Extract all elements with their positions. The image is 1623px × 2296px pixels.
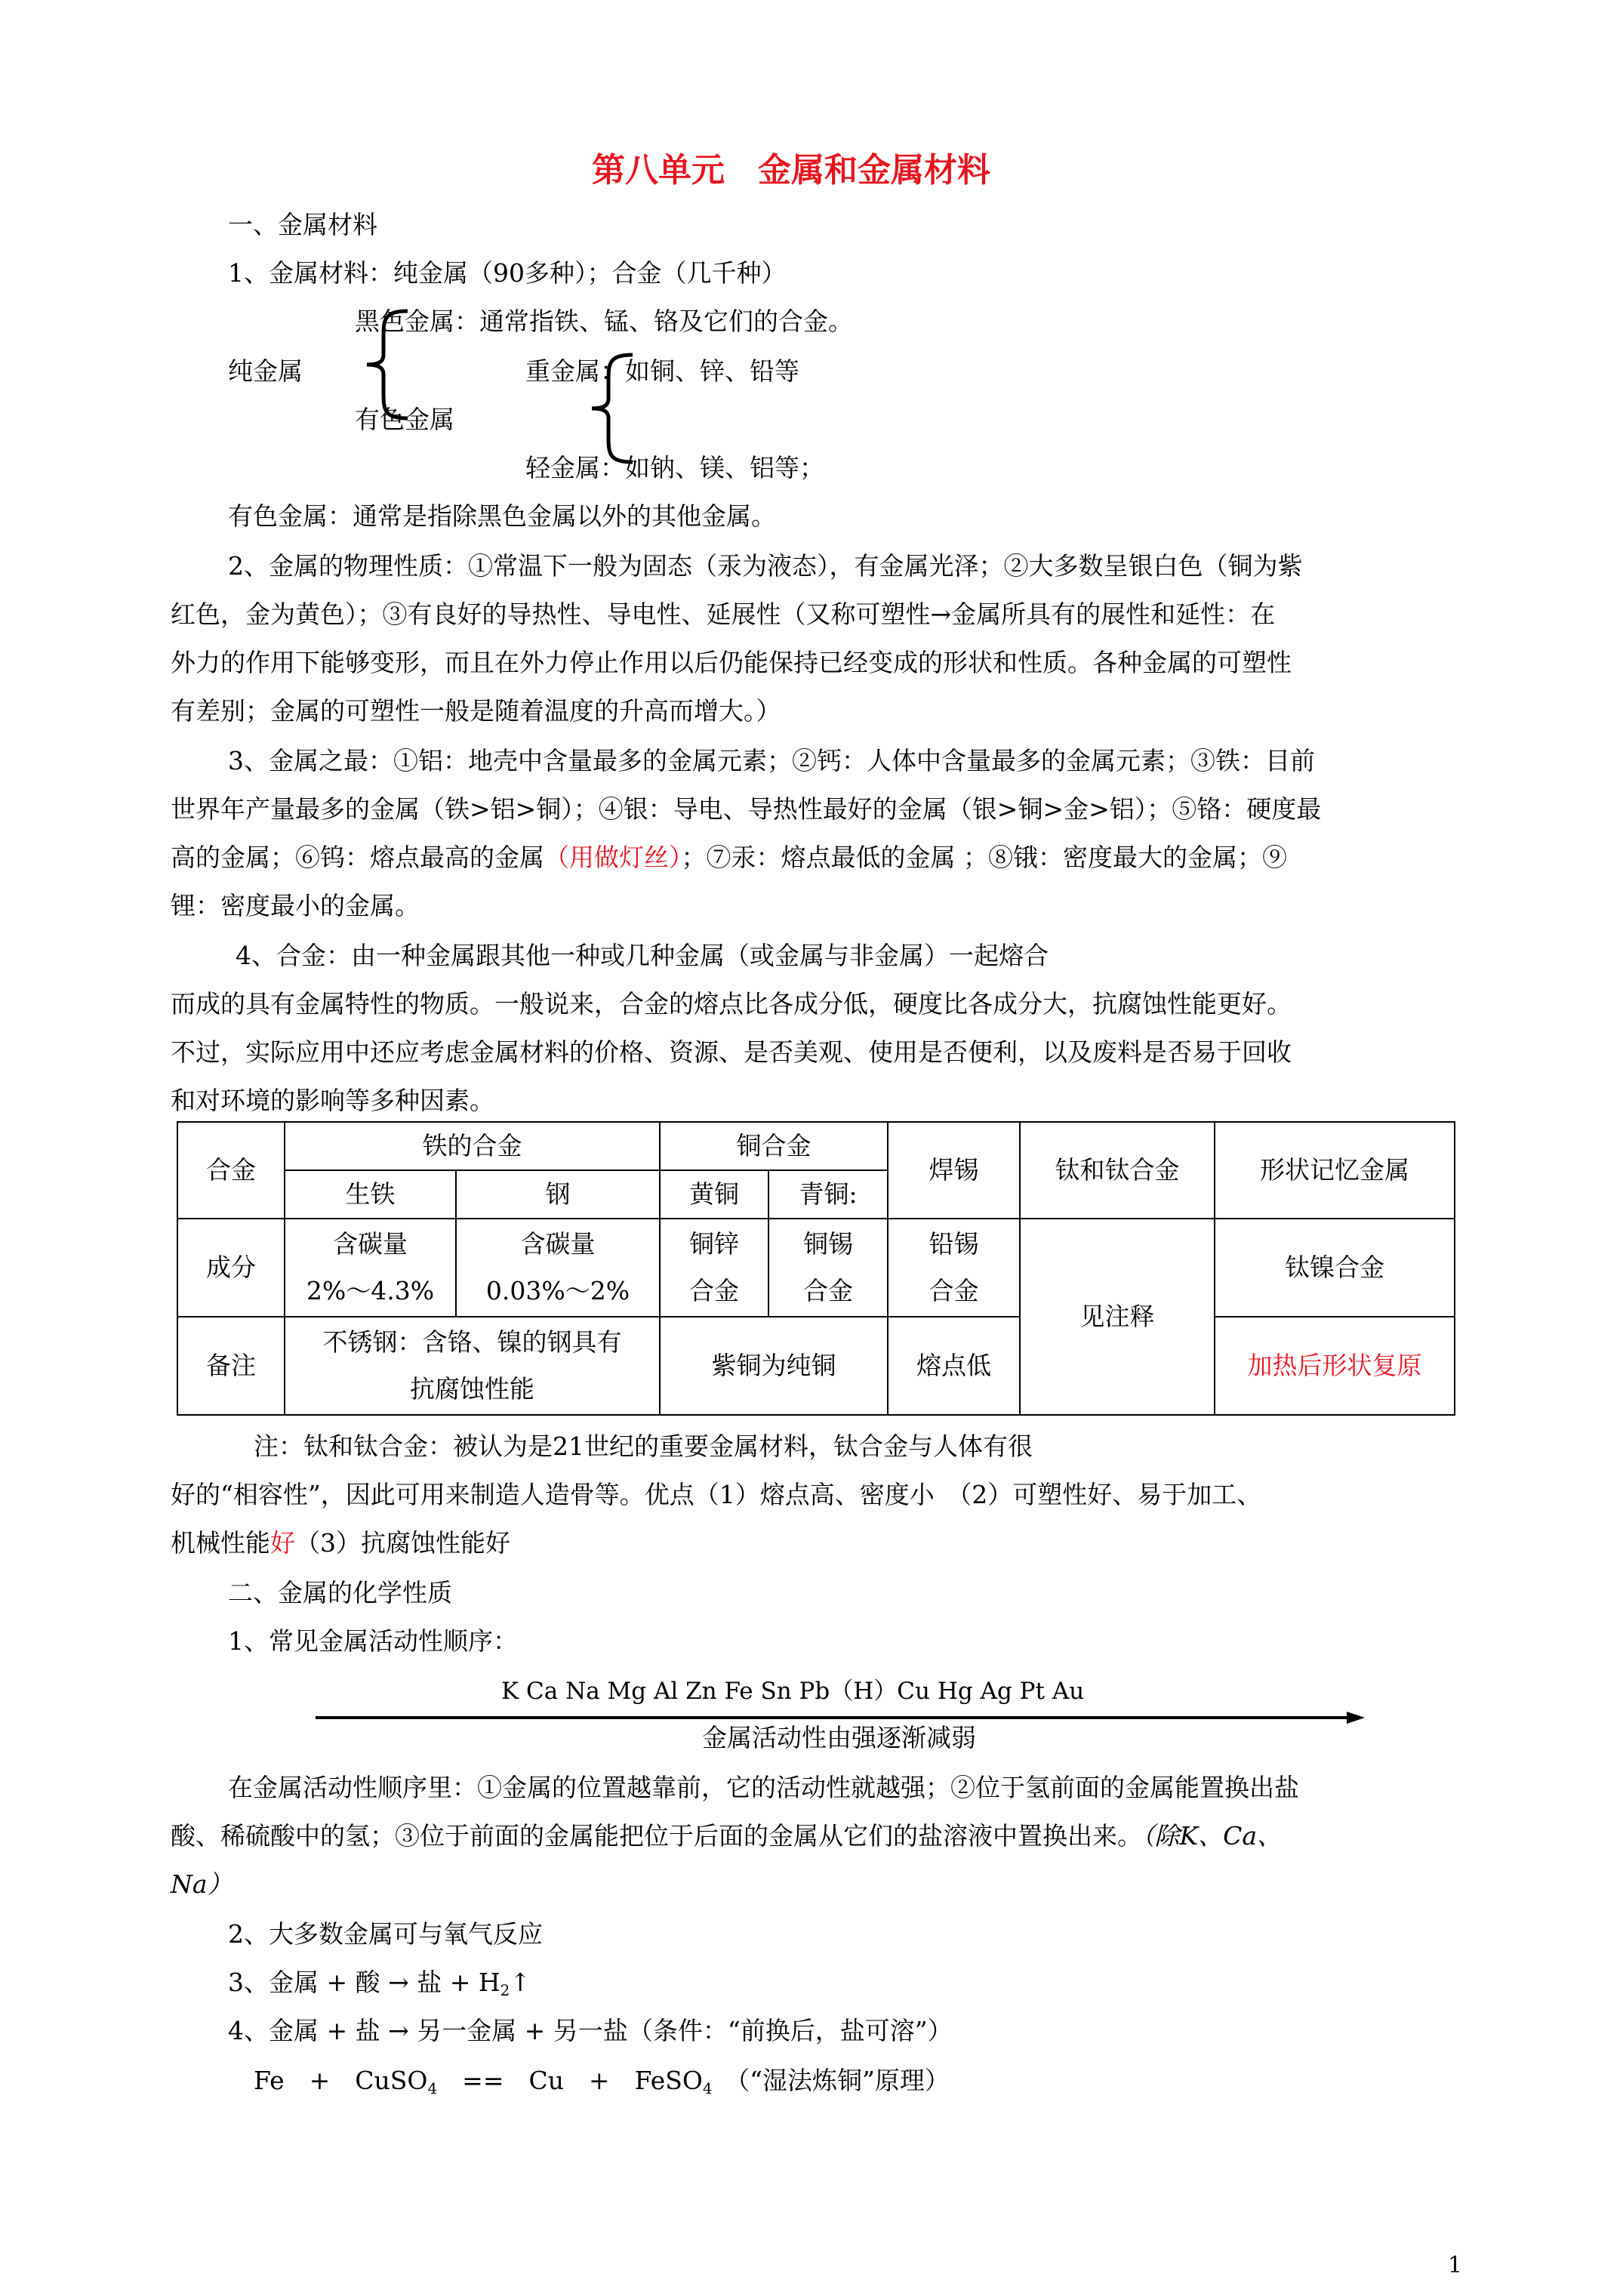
equation-text: Fe + CuSO	[254, 2066, 428, 2095]
highlight-lamp-filament: （用做灯丝）	[544, 843, 682, 872]
paragraph-text: 酸、稀硫酸中的氢；③位于前面的金属能把位于后面的金属从它们的盐溶液中置换出来。	[171, 1821, 1142, 1851]
cell-bronze-composition	[768, 1219, 888, 1317]
item-3-line	[171, 843, 1287, 873]
header-steel: 钢	[456, 1170, 660, 1219]
activity-series: K Ca Na Mg Al Zn Fe Sn Pb（H）Cu Hg Ag Pt Au	[501, 1678, 1085, 1705]
header-pig-iron: 生铁	[285, 1170, 456, 1219]
activity-paragraph-line	[171, 1869, 233, 1900]
cell-line: 铅锡	[929, 1229, 979, 1259]
cell-line: 不锈钢：含铬、镍的钢具有	[322, 1327, 622, 1357]
item-4-line: 和对环境的影响等多种因素。	[171, 1086, 494, 1115]
page-number: 1	[1448, 2252, 1463, 2279]
cell-line: 抗腐蚀性能	[410, 1374, 534, 1404]
equation-text: == Cu + FeSO	[437, 2066, 703, 2095]
paragraph-italic: （除K、Ca、	[1142, 1821, 1283, 1851]
label-light-metal: 轻金属：如钠、镁、铝等；	[525, 453, 824, 482]
cell-line: 合金	[689, 1276, 739, 1305]
activity-paragraph-line	[171, 1821, 1282, 1851]
row-label-alloy: 合金	[177, 1122, 285, 1219]
cell-line: 合金	[803, 1276, 853, 1305]
item-1-metal-materials: 1、金属材料：纯金属（90多种）；合金（几千种）	[228, 258, 787, 288]
highlight-good: 好	[270, 1528, 295, 1558]
cell-brass-composition	[660, 1219, 768, 1317]
cell-titanium-note: 见注释	[1020, 1219, 1215, 1415]
note-text: 机械性能	[171, 1528, 270, 1558]
cell-steel-composition	[456, 1219, 660, 1317]
item-4-line: 而成的具有金属特性的物质。一般说来，合金的熔点比各成分低，硬度比各成分大，抗腐蚀性能更好。	[171, 989, 1292, 1019]
equation-wet-copper	[254, 2066, 950, 2096]
cell-copper-note: 紫铜为纯铜	[660, 1317, 888, 1415]
label-heavy-metal: 重金属：如铜、锌、铅等	[525, 356, 799, 386]
item-4-line: 不过，实际应用中还应考虑金属材料的价格、资源、是否美观、使用是否便利，以及废料是否易于回收	[171, 1037, 1292, 1067]
item-2-oxygen: 2、大多数金属可与氧气反应	[228, 1919, 543, 1949]
header-titanium: 钛和钛合金	[1020, 1122, 1215, 1219]
section-heading-chemical-properties: 二、金属的化学性质	[228, 1578, 452, 1607]
item-3-text: 高的金属；⑥钨：熔点最高的金属	[171, 843, 544, 872]
cell-memory-composition: 钛镍合金	[1215, 1219, 1455, 1317]
header-solder: 焊锡	[888, 1122, 1020, 1219]
activity-paragraph-line: 在金属活动性顺序里：①金属的位置越靠前，它的活动性就越强；②位于氢前面的金属能置换出盐	[228, 1773, 1299, 1802]
row-label-composition: 成分	[177, 1219, 285, 1317]
colored-metal-definition: 有色金属：通常是指除黑色金属以外的其他金属。	[228, 501, 776, 531]
header-copper-alloy: 铜合金	[660, 1122, 888, 1170]
paragraph-italic: Na）	[171, 1869, 233, 1899]
item-1-activity-series: 1、常见金属活动性顺序：	[228, 1626, 518, 1656]
subscript: 4	[427, 2079, 438, 2097]
note-line: 好的“相容性”，因此可用来制造人造骨等。优点（1）熔点高、密度小 （2）可塑性好、易于加工、	[171, 1480, 1262, 1509]
row-label-remarks: 备注	[177, 1317, 285, 1415]
note-text: （3）抗腐蚀性能好	[295, 1528, 510, 1558]
subscript: 2	[500, 1981, 510, 1999]
cell-steel-note	[285, 1317, 660, 1415]
section-heading-metal-materials: 一、金属材料	[228, 210, 377, 239]
item-3-line: 锂：密度最小的金属。	[171, 891, 420, 920]
cell-line: 含碳量	[333, 1229, 408, 1259]
item-2-line: 2、金属的物理性质：①常温下一般为固态（汞为液态），有金属光泽；②大多数呈银白色（铜为紫	[228, 551, 1303, 581]
cell-line: 合金	[929, 1276, 979, 1305]
note-line	[171, 1528, 510, 1558]
note-line: 注：钛和钛合金：被认为是21世纪的重要金属材料，钛合金与人体有很	[254, 1432, 1033, 1461]
label-colored-metal: 有色金属	[355, 405, 454, 434]
label-black-metal: 黑色金属：通常指铁、锰、铬及它们的合金。	[355, 307, 853, 336]
item-3-line: 3、金属之最：①铝：地壳中含量最多的金属元素；②钙：人体中含量最多的金属元素；③铁：目前	[228, 746, 1315, 775]
item-2-line: 有差别；金属的可塑性一般是随着温度的升高而增大。）	[171, 696, 781, 726]
cell-line: 铜锌	[689, 1229, 739, 1259]
page-title: 第八单元 金属和金属材料	[592, 151, 990, 190]
subscript: 4	[702, 2079, 713, 2097]
activity-series-caption: 金属活动性由强逐渐减弱	[702, 1723, 976, 1752]
header-bronze: 青铜:	[768, 1170, 888, 1219]
cell-memory-note: 加热后形状复原	[1215, 1317, 1455, 1415]
left-brace-icon	[586, 352, 640, 465]
header-brass: 黄铜	[660, 1170, 768, 1219]
cell-line: 铜锡	[803, 1229, 853, 1259]
cell-solder-note: 熔点低	[888, 1317, 1020, 1415]
item-3-line: 世界年产量最多的金属（铁>铝>铜）；④银：导电、导热性最好的金属（银>铜>金>铝）；⑤铬：硬度最	[171, 794, 1322, 824]
item-4-salt-reaction: 4、金属 + 盐 → 另一金属 + 另一盐（条件：“前换后，盐可溶”）	[228, 2016, 953, 2045]
item-4-line: 4、合金：由一种金属跟其他一种或几种金属（或金属与非金属）一起熔合	[236, 941, 1049, 970]
cell-line: 含碳量	[520, 1229, 596, 1259]
reaction-text: 3、金属 + 酸 → 盐 + H	[228, 1968, 500, 1997]
item-3-acid-reaction	[228, 1968, 531, 1998]
cell-solder-composition	[888, 1219, 1020, 1317]
label-pure-metal: 纯金属	[228, 356, 303, 386]
header-iron-alloy: 铁的合金	[285, 1122, 660, 1170]
item-2-line: 红色，金为黄色）；③有良好的导热性、导电性、延展性（又称可塑性→金属所具有的展性和延性：在	[171, 599, 1276, 629]
cell-line: 0.03%～2%	[485, 1276, 630, 1305]
equation-text: （“湿法炼铜”原理）	[712, 2066, 950, 2095]
gas-arrow-icon: ↑	[510, 1968, 531, 1997]
cell-pig-iron-composition	[285, 1219, 456, 1317]
item-2-line: 外力的作用下能够变形，而且在外力停止作用以后仍能保持已经变成的形状和性质。各种金属的可塑性	[171, 648, 1292, 677]
cell-line: 2%～4.3%	[306, 1276, 435, 1305]
alloy-table	[177, 1121, 1455, 1416]
header-memory-alloy: 形状记忆金属	[1215, 1122, 1455, 1219]
item-3-text: ；⑦汞：熔点最低的金属 ；⑧锇：密度最大的金属；⑨	[681, 843, 1287, 872]
